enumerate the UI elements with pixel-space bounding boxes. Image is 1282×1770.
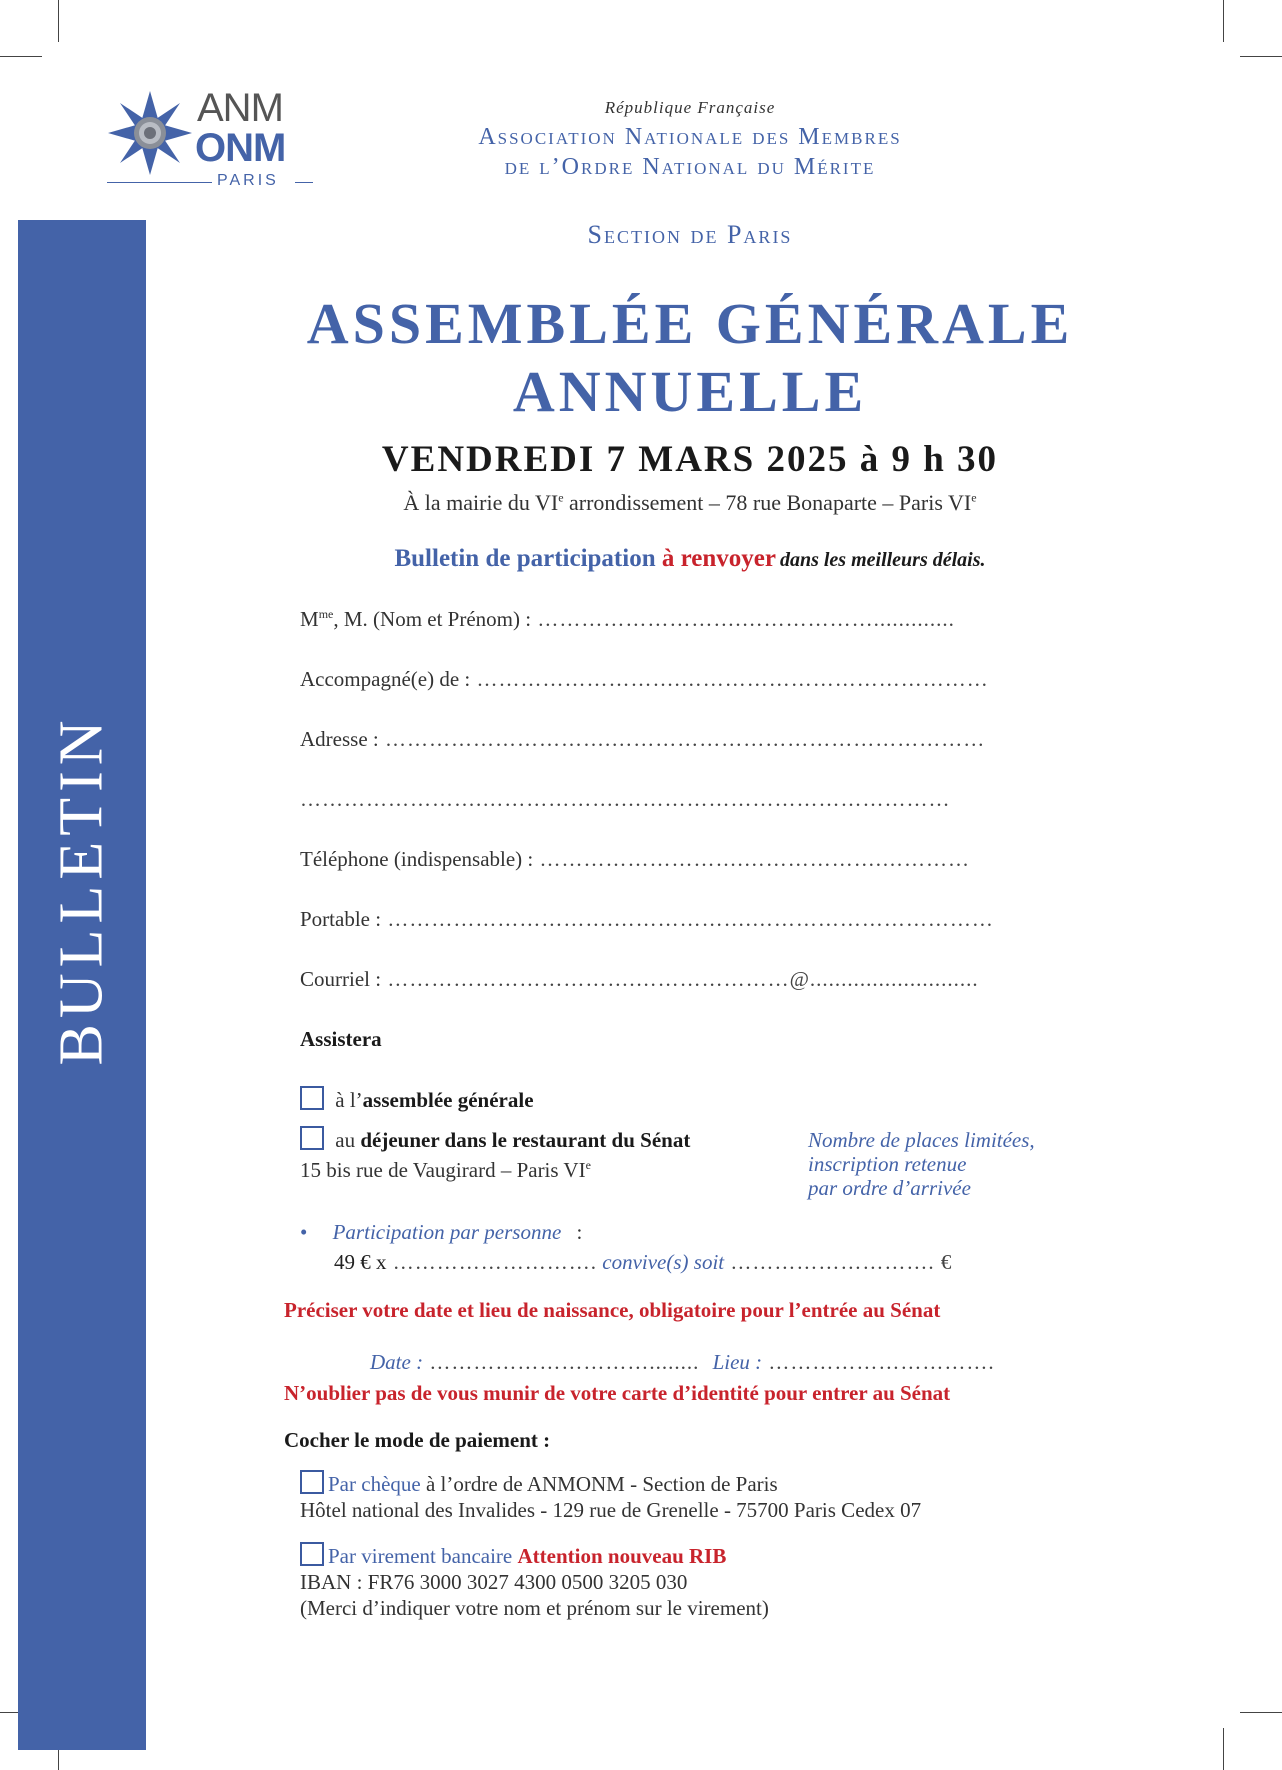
accompanied-field[interactable] xyxy=(300,667,989,692)
mobile-dots: ………………………….……………….…………………………… xyxy=(381,907,994,931)
association-name-line2: de l’Ordre National du Mérite xyxy=(504,154,876,180)
mobile-field[interactable] xyxy=(300,907,994,932)
location-part-a: À la mairie du VI xyxy=(403,490,559,515)
phone-label: Téléphone (indispensable) : xyxy=(300,847,534,871)
page-title-line2: ANNUELLE xyxy=(512,359,868,424)
lunch-address-text: 15 bis rue de Vaugirard – Paris VI xyxy=(300,1158,586,1182)
participation-line xyxy=(300,1220,582,1245)
phone-dots: ……………………….……………….………… xyxy=(533,847,971,871)
lunch-label: déjeuner dans le restaurant du Sénat xyxy=(360,1128,691,1152)
attendance-heading: Assistera xyxy=(300,1027,382,1051)
birth-instruction: Préciser votre date et lieu de naissance, obligatoire pour l’entrée au Sénat xyxy=(284,1298,941,1322)
name-label: , M. (Nom et Prénom) : xyxy=(333,607,532,631)
participation-convives: convive(s) soit xyxy=(597,1250,725,1274)
sidebar-label: BULLETIN xyxy=(47,714,116,1066)
bulletin-heading xyxy=(280,545,1100,573)
lunch-prefix: au xyxy=(335,1128,361,1152)
cheque-label: Par chèque xyxy=(328,1472,421,1496)
mobile-label: Portable : xyxy=(300,907,382,931)
transfer-note: (Merci d’indiquer votre nom et prénom sur le virement) xyxy=(300,1596,769,1620)
birth-place-label: Lieu : xyxy=(712,1350,763,1374)
participation-dots1: ………………………. xyxy=(386,1250,597,1274)
seats-note-line3: par ordre d’arrivée xyxy=(808,1176,971,1200)
seats-note-line2: inscription retenue xyxy=(808,1152,967,1176)
payment-option-transfer[interactable] xyxy=(300,1542,726,1569)
assembly-prefix: à l’ xyxy=(335,1088,363,1112)
email-dots2: ........................... xyxy=(809,967,979,991)
transfer-notice: Attention nouveau RIB xyxy=(517,1544,727,1568)
seats-note-line1: Nombre de places limitées, xyxy=(808,1128,1035,1152)
phone-field[interactable] xyxy=(300,847,970,872)
republic-line: République Française xyxy=(604,98,776,117)
email-field[interactable] xyxy=(300,967,979,992)
crop-mark xyxy=(1240,1712,1282,1713)
cheque-address: Hôtel national des Invalides - 129 rue de Grenelle - 75700 Paris Cedex 07 xyxy=(300,1498,922,1522)
name-field[interactable] xyxy=(300,607,955,632)
page-title-line1: ASSEMBLÉE GÉNÉRALE xyxy=(306,291,1074,356)
crop-mark xyxy=(0,56,42,57)
logo-anm: ANM xyxy=(197,86,283,130)
assembly-label: assemblée générale xyxy=(362,1088,534,1112)
participation-colon: : xyxy=(576,1220,583,1244)
location-sup1: e xyxy=(558,490,564,505)
name-prefix: M xyxy=(300,607,319,631)
event-location xyxy=(280,490,1100,516)
name-sup: me xyxy=(318,607,334,621)
participation-label: Participation par personne xyxy=(332,1220,562,1244)
participation-dots2: ………………………. € xyxy=(724,1250,953,1274)
association-name-line1: Association Nationale des Membres xyxy=(478,124,902,150)
lunch-address-sup: e xyxy=(585,1158,591,1172)
logo xyxy=(105,88,315,198)
payment-heading: Cocher le mode de paiement : xyxy=(284,1428,551,1452)
crop-mark xyxy=(1223,1728,1224,1770)
logo-onm: ONM xyxy=(195,126,286,170)
participation-bullet: • xyxy=(300,1220,308,1244)
bulletin-part3: dans les meilleurs délais. xyxy=(779,549,986,571)
attendance-option-assembly[interactable] xyxy=(300,1086,534,1113)
participation-calc[interactable] xyxy=(334,1250,952,1275)
lunch-checkbox[interactable] xyxy=(300,1126,324,1150)
logo-rule-left xyxy=(107,182,212,183)
birth-fields[interactable] xyxy=(370,1350,995,1375)
address-field-line2[interactable] xyxy=(300,787,951,812)
location-sup2: e xyxy=(971,490,977,505)
address-field[interactable] xyxy=(300,727,985,752)
transfer-label: Par virement bancaire xyxy=(328,1544,513,1568)
crop-mark xyxy=(1240,56,1282,57)
name-dots: ……………………….………………............. xyxy=(531,607,955,631)
email-label: Courriel : xyxy=(300,967,382,991)
assembly-checkbox[interactable] xyxy=(300,1086,324,1110)
iban: IBAN : FR76 3000 3027 4300 0500 3205 030 xyxy=(300,1570,688,1594)
payment-option-cheque[interactable] xyxy=(300,1470,778,1497)
lunch-address xyxy=(300,1158,591,1183)
event-date: VENDREDI 7 MARS 2025 à 9 h 30 xyxy=(381,439,999,480)
bulletin-part1: Bulletin de participation xyxy=(394,545,662,572)
location-part-b: arrondissement – 78 rue Bonaparte – Paris VI xyxy=(563,490,972,515)
address-dots: ………………………….…………………………………………… xyxy=(378,727,986,751)
accompanied-label: Accompagné(e) de : xyxy=(300,667,471,691)
participation-price: 49 € x xyxy=(334,1250,387,1274)
logo-rule-right xyxy=(295,182,313,183)
cheque-checkbox[interactable] xyxy=(300,1470,324,1494)
logo-paris: PARIS xyxy=(217,172,279,189)
birth-date-label: Date : xyxy=(370,1350,424,1374)
address-dots-line2: …………………….……………….……………………………………… xyxy=(300,787,951,811)
transfer-checkbox[interactable] xyxy=(300,1542,324,1566)
attendance-option-lunch[interactable] xyxy=(300,1126,690,1153)
star-emblem-icon xyxy=(105,88,195,178)
accompanied-dots: ……………………….…………………………………… xyxy=(470,667,989,691)
email-dots: …………………………….…………………@ xyxy=(381,967,810,991)
crop-mark xyxy=(58,0,59,42)
id-reminder: N’oublier pas de vous munir de votre carte d’identité pour entrer au Sénat xyxy=(284,1381,951,1405)
crop-mark xyxy=(1223,0,1224,42)
address-label: Adresse : xyxy=(300,727,379,751)
cheque-rest: à l’ordre de ANMONM - Section de Paris xyxy=(420,1472,778,1496)
seats-note xyxy=(808,1128,1035,1200)
section-title: Section de Paris xyxy=(587,220,793,249)
bulletin-part2: à renvoyer xyxy=(661,545,776,572)
birth-date-dots: …………………………........ xyxy=(423,1350,700,1374)
birth-place-dots: …………………………. xyxy=(762,1350,995,1374)
